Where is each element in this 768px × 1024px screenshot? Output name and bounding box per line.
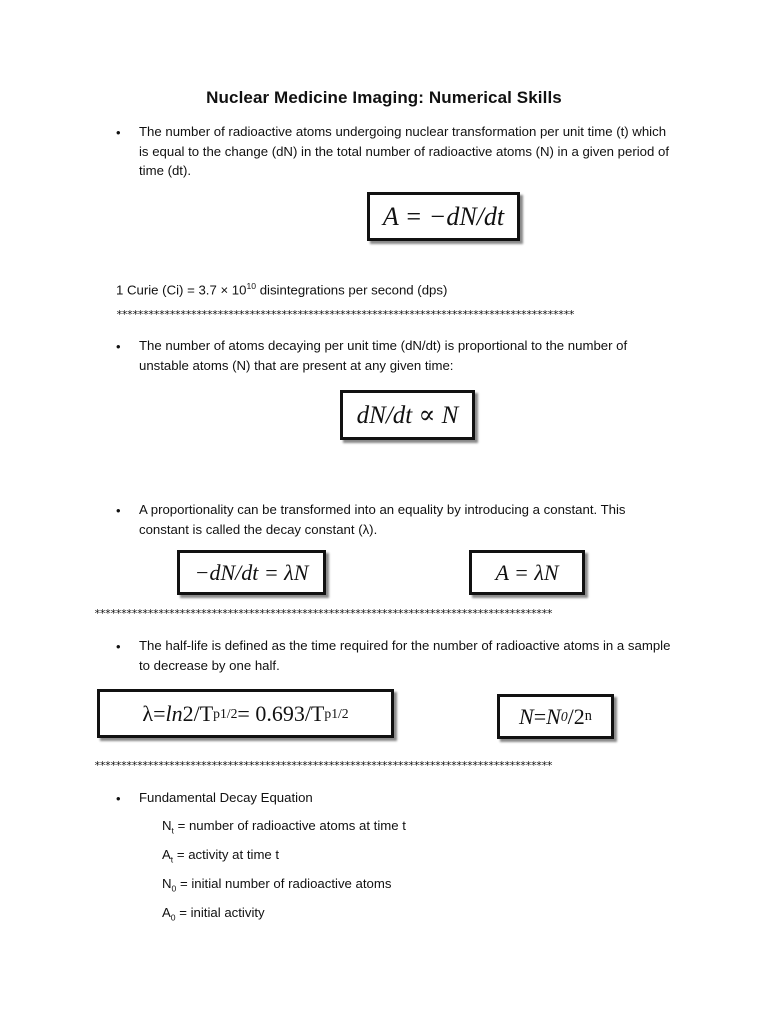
equation-remaining-atoms xyxy=(497,694,614,739)
half-life-subscript: p1/2 xyxy=(213,705,238,721)
equation-half-life xyxy=(97,689,394,738)
n0-subscript: 0 xyxy=(560,708,568,724)
equation-decay-rate: −dN/dt = λN xyxy=(177,550,326,595)
equals-sign: = xyxy=(533,703,547,729)
n-exponent: n xyxy=(584,708,592,724)
bullet: • xyxy=(116,791,121,806)
n0-symbol: N xyxy=(546,703,561,729)
divide-part: /2 xyxy=(567,703,585,729)
definition-nt: $N_t$ = number of radioactive atoms at time t xyxy=(162,818,406,836)
curie-text-prefix: 1 Curie (Ci) = 3.7 × 10 xyxy=(116,282,247,298)
equation-activity-lambda: A = λN xyxy=(469,550,585,595)
paragraph-half-life: The half-life is defined as the time required for the number of radioactive atoms in a sample to decrease by one half. xyxy=(139,638,671,673)
separator: ************************************************************************************** xyxy=(94,608,552,620)
ln-text: ln xyxy=(165,700,183,726)
curie-definition xyxy=(116,277,447,299)
curie-exponent: 10 xyxy=(246,281,257,291)
curie-text-suffix: disintegrations per second (dps) xyxy=(256,282,448,298)
bullet: • xyxy=(116,125,121,140)
bullet: • xyxy=(116,339,121,354)
n-symbol: N xyxy=(519,703,534,729)
lambda-symbol: λ xyxy=(142,700,154,726)
paragraph-activity-definition: The number of radioactive atoms undergoing nuclear transformation per unit time (t) which is equal to the change (dN) in the total number of radioactive atoms (N) in a given period of time (dt). xyxy=(139,124,669,178)
bullet: • xyxy=(116,503,121,518)
equation-activity: A = −dN/dt xyxy=(367,192,520,241)
half-life-part: 2/T xyxy=(182,700,214,726)
definition-n0: $N_0$ = initial number of radioactive atoms xyxy=(162,876,392,894)
equals-sign: = xyxy=(153,700,166,726)
paragraph-proportionality: The number of atoms decaying per unit time (dN/dt) is proportional to the number of unstable atoms (N) that are present at any given time: xyxy=(139,338,628,373)
half-life-part: = 0.693/T xyxy=(237,700,325,726)
heading-fundamental-decay: Fundamental Decay Equation xyxy=(139,790,313,805)
definition-a0: $A_0$ = initial activity xyxy=(162,905,265,923)
bullet: • xyxy=(116,639,121,654)
definition-at: $A_t$ = activity at time t xyxy=(162,847,280,865)
equation-proportional: dN/dt ∝ N xyxy=(340,390,475,440)
half-life-subscript: p1/2 xyxy=(324,705,349,721)
paragraph-decay-constant: A proportionality can be transformed into an equality by introducing a constant. This constant is called the decay constant (λ). xyxy=(139,502,626,537)
separator: ************************************************************************************** xyxy=(94,760,552,772)
separator: ************************************************************************************** xyxy=(116,309,574,321)
page-title: Nuclear Medicine Imaging: Numerical Skills xyxy=(206,88,562,107)
